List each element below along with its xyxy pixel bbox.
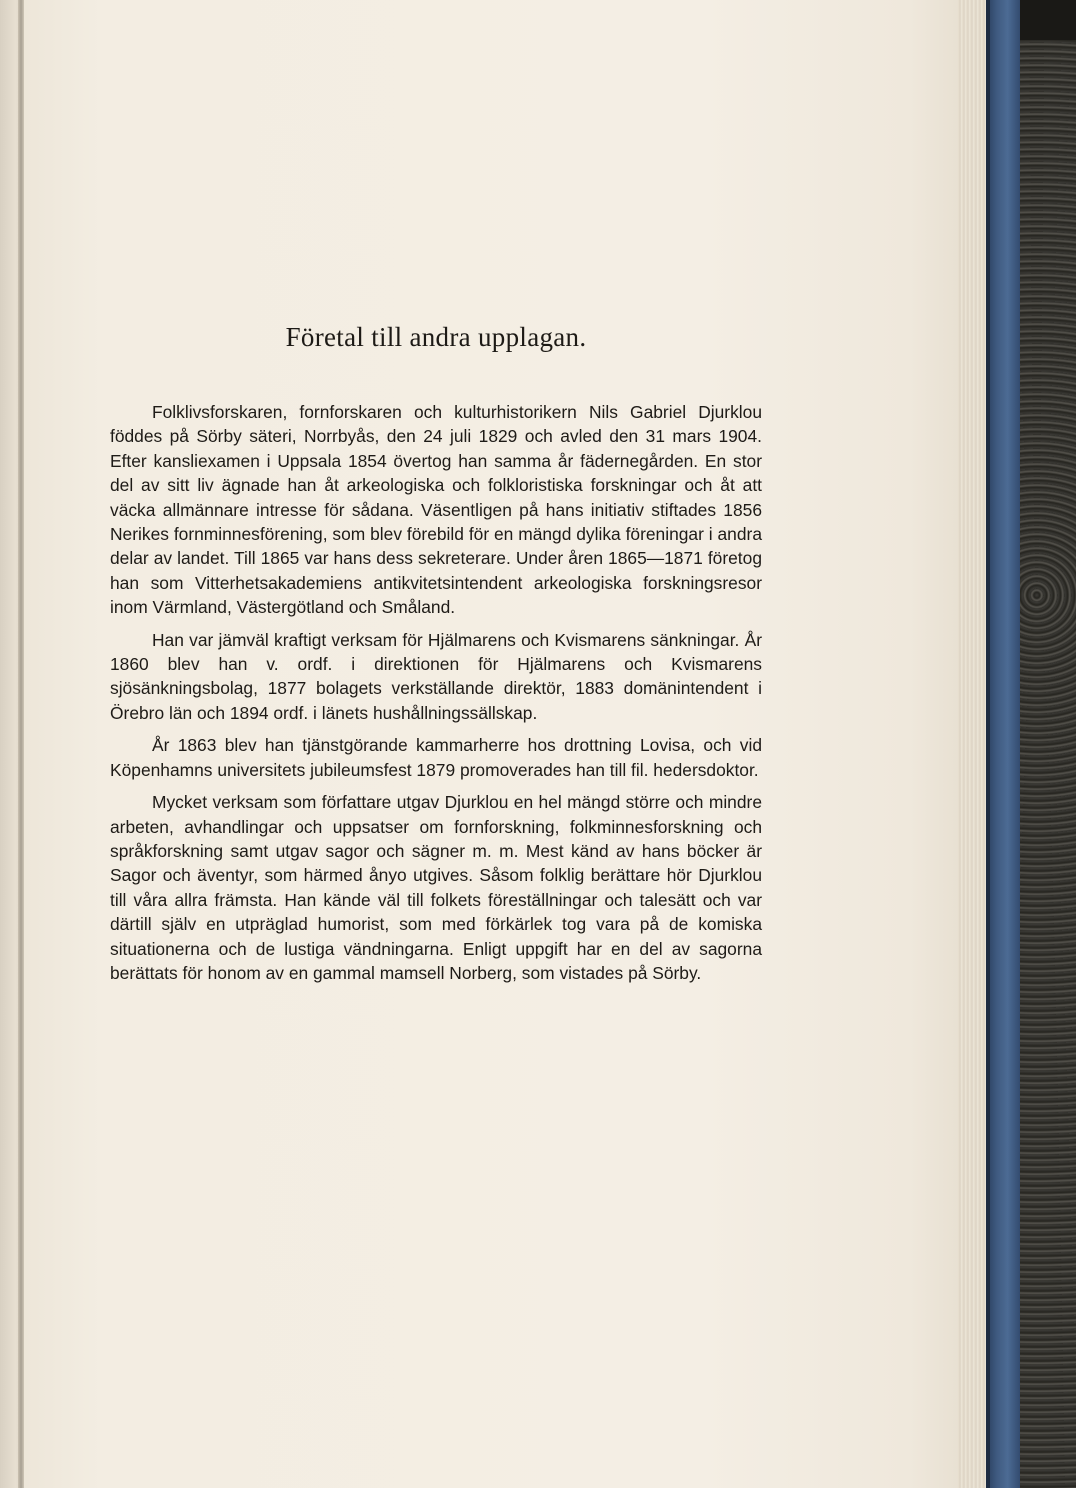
page-title: Företal till andra upplagan. [285,322,587,352]
background-shadow [1020,0,1076,40]
paragraph-3: År 1863 blev han tjänstgörande kammarherre hos drottning Lovisa, och vid Köpenhamns universitets jubileumsfest 1879 promoverades han till fil. hedersdoktor. [110,735,762,780]
carpet-background [1020,0,1076,1488]
page-edges [958,0,988,1488]
paragraph-4: Mycket verksam som författare utgav Djurklou en hel mängd större och mindre arbeten, avhandlingar och uppsatser om fornforskning, folkminnesforskning och språkforskning samt utgav sagor och sägner m. m. Mest känd av hans böcker är Sagor och äventyr, som härmed ånyo utgives. Såsom folklig berättare hör Djurklou till våra allra främsta. Han kände väl till folkets föreställningar och talesätt och var därtill själv en utpräglad humorist, som med förkärlek tog vara på de komiska situationerna och de lustiga vändningarna. Enligt uppgift har en del av sagorna berättats för honom av en gammal mamsell Norberg, som vistades på Sörby. [110,792,762,983]
cover-edge [986,0,990,1488]
book-cover [986,0,1022,1488]
paragraph-2: Han var jämväl kraftigt verksam för Hjälmarens och Kvismarens sänkningar. År 1860 blev han v. ordf. i direktionen för Hjälmarens och Kvismarens sjösänkningsbolag, 1877 bolagets verkställande direktör, 1883 domänintendent i Örebro län och 1894 ordf. i länets hushållningssällskap. [110,629,762,723]
body-text [110,400,762,993]
paragraph-1: Folklivsforskaren, fornforskaren och kulturhistorikern Nils Gabriel Djurklou föddes på Sörby säteri, Norrbyås, den 24 juli 1829 och avled den 31 mars 1904. Efter kansliexamen i Uppsala 1854 övertog han samma år fädernegården. En stor del av sitt liv ägnade han åt arkeologiska och folkloristiska forskningar och åt att väcka allmännare intresse för sådana. Väsentligen på hans initiativ stiftades 1856 Nerikes fornminnesförening, som blev förebild för en mängd dylika föreningar i andra delar av landet. Till 1865 var hans dess sekreterare. Under åren 1865—1871 företog han som Vitterhetsakademiens antikvitetsintendent arkeologiska forskningsresor inom Värmland, Västergötland och Småland. [110,402,762,618]
